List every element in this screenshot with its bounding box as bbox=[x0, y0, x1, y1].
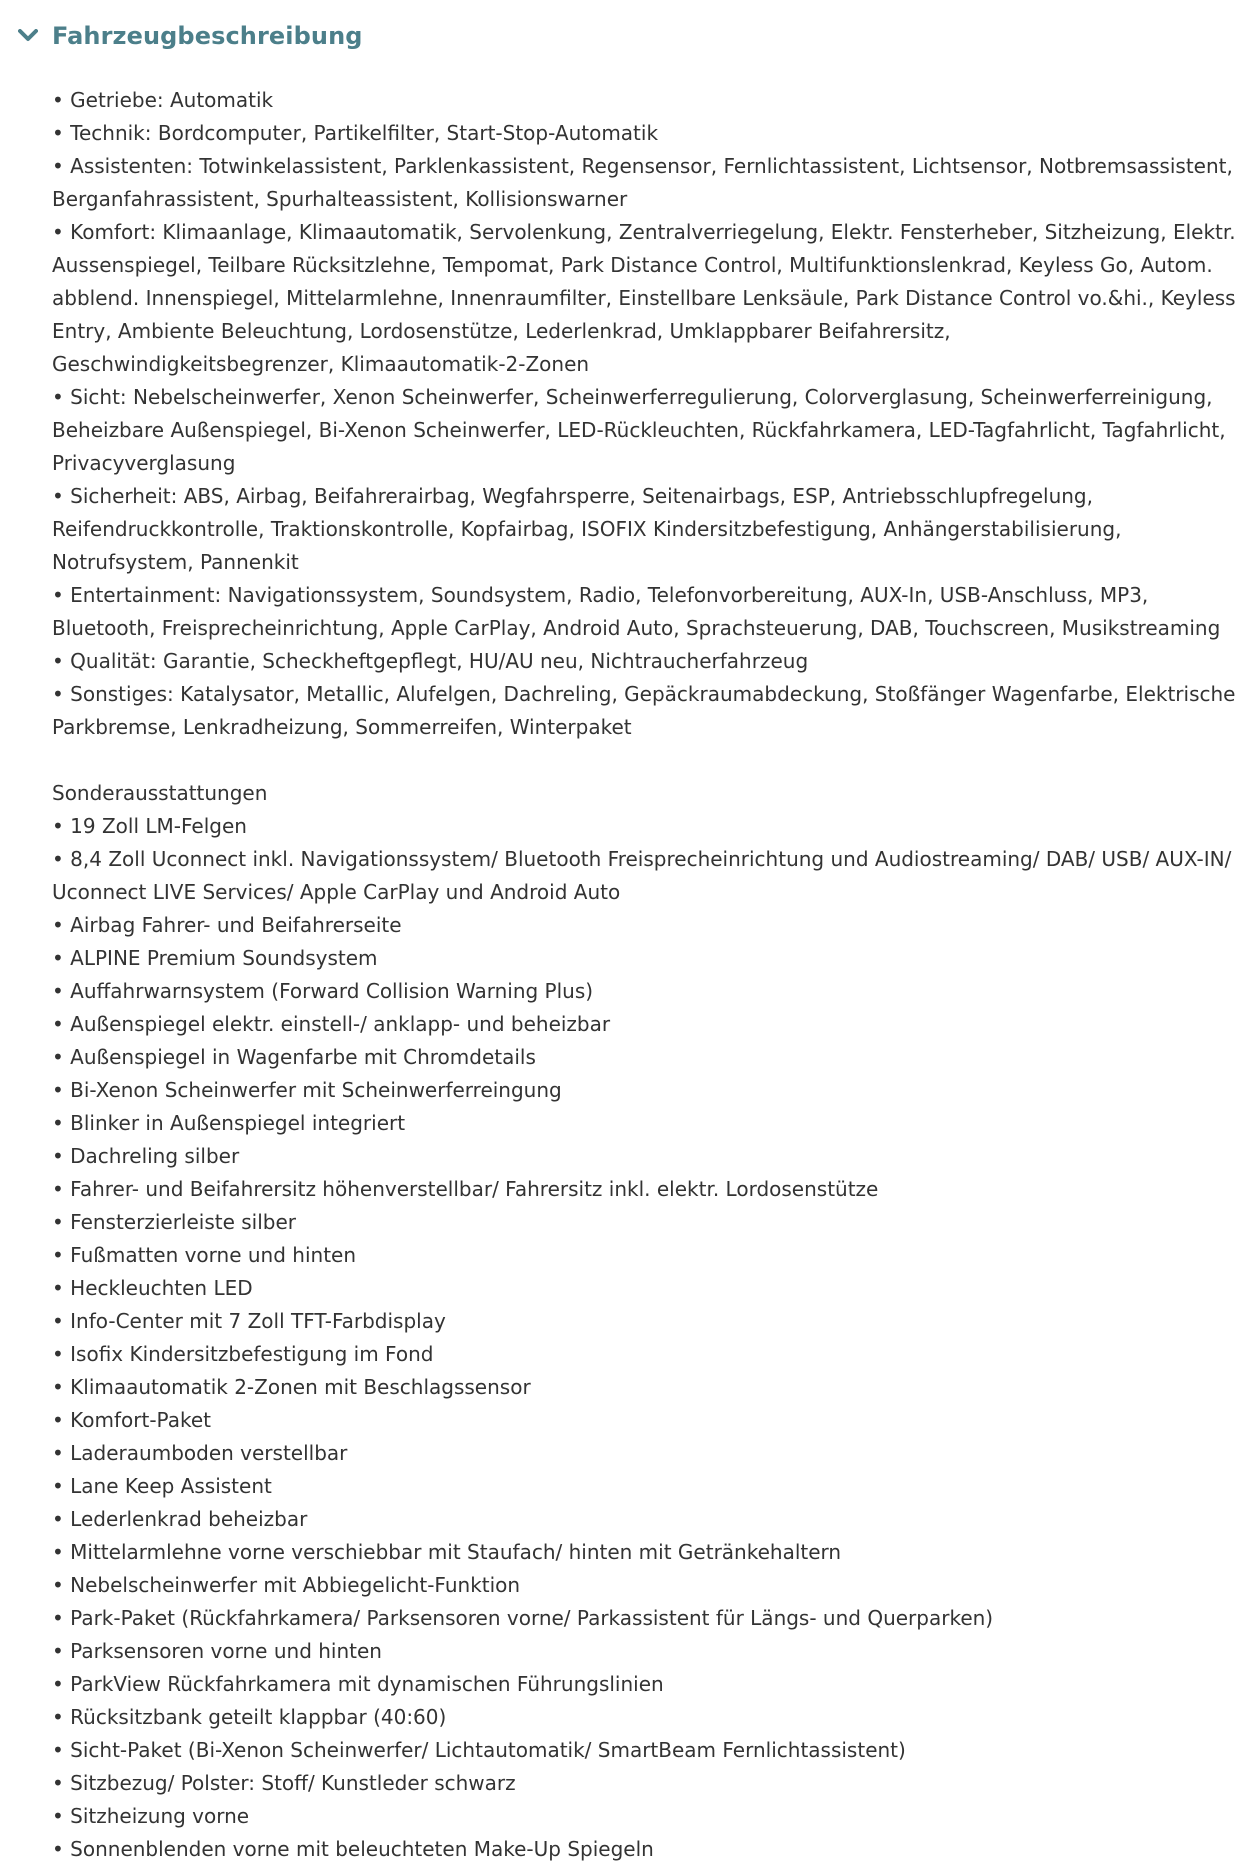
feature-item: • Qualität: Garantie, Scheckheftgepflegt, HU/AU neu, Nichtraucherfahrzeug bbox=[52, 649, 809, 673]
special-item: • Sitzheizung vorne bbox=[52, 1804, 250, 1828]
special-item: • Park-Paket (Rückfahrkamera/ Parksensoren vorne/ Parkassistent für Längs- und Querparken) bbox=[52, 1606, 994, 1630]
special-item: • Laderaumboden verstellbar bbox=[52, 1441, 348, 1465]
feature-item: • Sonstiges: Katalysator, Metallic, Alufelgen, Dachreling, Gepäckraumabdeckung, Stoßfänger Wagenfarbe, Elektrische Parkbremse, Lenkradheizung, Sommerreifen, Winterpaket bbox=[52, 682, 1236, 739]
special-item: • Blinker in Außenspiegel integriert bbox=[52, 1111, 406, 1135]
special-equipment-heading: Sonderausstattungen bbox=[52, 781, 268, 805]
special-item: • 8,4 Zoll Uconnect inkl. Navigationssystem/ Bluetooth Freisprecheinrichtung und Audiostreaming/ DAB/ USB/ AUX-IN/ Uconnect LIVE Services/ Apple CarPlay und Android Auto bbox=[52, 847, 1232, 904]
special-item: • Rücksitzbank geteilt klappbar (40:60) bbox=[52, 1705, 447, 1729]
feature-item: • Getriebe: Automatik bbox=[52, 88, 274, 112]
special-item: • Nebelscheinwerfer mit Abbiegelicht-Funktion bbox=[52, 1573, 521, 1597]
feature-list bbox=[52, 84, 1237, 744]
special-equipment-list bbox=[52, 810, 1237, 1866]
special-item: • Bi-Xenon Scheinwerfer mit Scheinwerferreingung bbox=[52, 1078, 562, 1102]
special-item: • Lane Keep Assistent bbox=[52, 1474, 272, 1498]
description-content bbox=[52, 84, 1237, 1866]
special-item: • Info-Center mit 7 Zoll TFT-Farbdisplay bbox=[52, 1309, 446, 1333]
special-item: • Fahrer- und Beifahrersitz höhenverstellbar/ Fahrersitz inkl. elektr. Lordosenstütze bbox=[52, 1177, 879, 1201]
chevron-down-icon bbox=[16, 24, 40, 48]
special-item: • 19 Zoll LM-Felgen bbox=[52, 814, 247, 838]
special-item: • Sonnenblenden vorne mit beleuchteten Make-Up Spiegeln bbox=[52, 1837, 654, 1861]
feature-item: • Komfort: Klimaanlage, Klimaautomatik, Servolenkung, Zentralverriegelung, Elektr. Fensterheber, Sitzheizung, Elektr. Aussenspiegel, Teilbare Rücksitzlehne, Tempomat, Park Distance Control, Multifunktionslenkrad, Keyless Go, Autom. abblend. Innenspiegel, Mittelarmlehne, Innenraumfilter, Einstellbare Lenksäule, Park Distance Control vo.&hi., Keyless Entry, Ambiente Beleuchtung, Lordosenstütze, Lederlenkrad, Umklappbarer Beifahrersitz, Geschwindigkeitsbegrenzer, Klimaautomatik-2-Zonen bbox=[52, 220, 1236, 376]
special-item: • Parksensoren vorne und hinten bbox=[52, 1639, 382, 1663]
special-item: • Klimaautomatik 2-Zonen mit Beschlagssensor bbox=[52, 1375, 531, 1399]
special-item: • Dachreling silber bbox=[52, 1144, 240, 1168]
special-item: • Fensterzierleiste silber bbox=[52, 1210, 297, 1234]
feature-item: • Entertainment: Navigationssystem, Soundsystem, Radio, Telefonvorbereitung, AUX-In, USB-Anschluss, MP3, Bluetooth, Freisprecheinrichtung, Apple CarPlay, Android Auto, Sprachsteuerung, DAB, Touchscreen, Musikstreaming bbox=[52, 583, 1221, 640]
special-item: • Außenspiegel in Wagenfarbe mit Chromdetails bbox=[52, 1045, 536, 1069]
special-item: • Außenspiegel elektr. einstell-/ anklapp- und beheizbar bbox=[52, 1012, 611, 1036]
special-item: • ParkView Rückfahrkamera mit dynamischen Führungslinien bbox=[52, 1672, 664, 1696]
section-title: Fahrzeugbeschreibung bbox=[52, 22, 363, 50]
special-item: • Airbag Fahrer- und Beifahrerseite bbox=[52, 913, 402, 937]
section-toggle[interactable] bbox=[16, 16, 363, 56]
special-item: • Mittelarmlehne vorne verschiebbar mit Staufach/ hinten mit Getränkehaltern bbox=[52, 1540, 842, 1564]
special-item: • Isofix Kindersitzbefestigung im Fond bbox=[52, 1342, 434, 1366]
special-item: • Sicht-Paket (Bi-Xenon Scheinwerfer/ Lichtautomatik/ SmartBeam Fernlichtassistent) bbox=[52, 1738, 906, 1762]
feature-item: • Technik: Bordcomputer, Partikelfilter, Start-Stop-Automatik bbox=[52, 121, 659, 145]
special-item: • ALPINE Premium Soundsystem bbox=[52, 946, 378, 970]
special-item: • Lederlenkrad beheizbar bbox=[52, 1507, 308, 1531]
special-item: • Fußmatten vorne und hinten bbox=[52, 1243, 357, 1267]
special-item: • Auffahrwarnsystem (Forward Collision Warning Plus) bbox=[52, 979, 594, 1003]
feature-item: • Sicht: Nebelscheinwerfer, Xenon Scheinwerfer, Scheinwerferregulierung, Colorverglasung, Scheinwerferreinigung, Beheizbare Außenspiegel, Bi-Xenon Scheinwerfer, LED-Rückleuchten, Rückfahrkamera, LED-Tagfahrlicht, Tagfahrlicht, Privacyverglasung bbox=[52, 385, 1226, 475]
special-item: • Sitzbezug/ Polster: Stoff/ Kunstleder schwarz bbox=[52, 1771, 516, 1795]
feature-item: • Assistenten: Totwinkelassistent, Parklenkassistent, Regensensor, Fernlichtassistent, Lichtsensor, Notbremsassistent, Berganfahrassistent, Spurhalteassistent, Kollisionswarner bbox=[52, 154, 1233, 211]
paragraph-spacer bbox=[52, 744, 1237, 777]
special-item: • Komfort-Paket bbox=[52, 1408, 211, 1432]
feature-item: • Sicherheit: ABS, Airbag, Beifahrerairbag, Wegfahrsperre, Seitenairbags, ESP, Antriebsschlupfregelung, Reifendruckkontrolle, Traktionskontrolle, Kopfairbag, ISOFIX Kindersitzbefestigung, Anhängerstabilisierung, Notrufsystem, Pannenkit bbox=[52, 484, 1122, 574]
special-item: • Heckleuchten LED bbox=[52, 1276, 253, 1300]
